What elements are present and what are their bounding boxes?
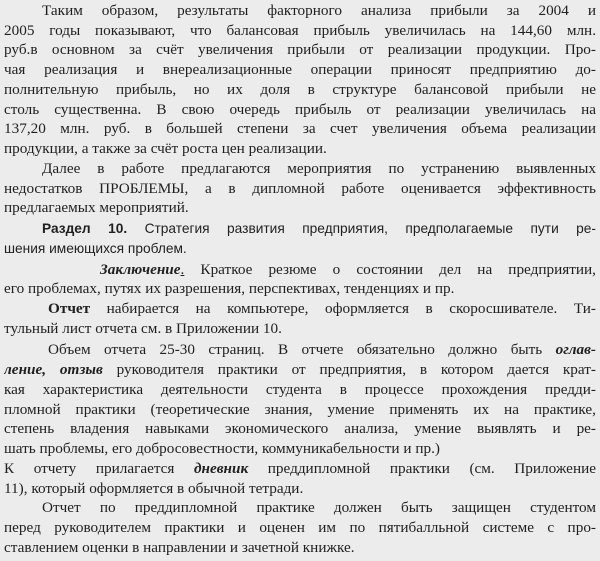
diary-text: преддипломной практики (см. Приложение (267, 459, 596, 477)
conclusion-line (4, 260, 596, 280)
section-10-heading: Раздел 10. (42, 221, 128, 237)
paragraph-2-line: Далее в работе предлагаются мероприятия по устранению выявленных (42, 159, 596, 177)
defense-line: перед руководителем практики и оценен им по пятибалльной системе с про- (4, 519, 596, 537)
report-line: тульный лист отчета см. в Приложении 10. (4, 319, 282, 337)
defense-line: ставлением оценки в направлении и зачетной книжке. (4, 539, 355, 556)
paragraph-1-line: руб.в основном за счёт увеличения прибыли от реализации продукции. Про- (4, 41, 596, 59)
diary-term: дневник (194, 459, 249, 477)
volume-term: ление, отзыв (4, 361, 103, 379)
paragraph-1-line: продукции, а также за счёт роста цен реализации. (4, 140, 327, 158)
volume-text: руководителя практики от предприятия, в котором дается крат- (116, 361, 596, 379)
volume-text: Объем отчета 25-30 страниц. В отчете обязательно должно быть (48, 341, 543, 359)
volume-line: кая характеристика деятельности студента в процессе прохождения предди- (4, 380, 596, 398)
conclusion-text: Краткое резюме о состоянии дел на предприятии, (200, 260, 596, 278)
report-line (4, 299, 596, 319)
paragraph-2-line: недостатков ПРОБЛЕМЫ, а в дипломной работе оценивается эффективность (4, 179, 596, 197)
paragraph-1-line: 137,20 млн. руб. в большей степени за счет увеличения объема реализации (4, 120, 596, 138)
volume-line: шать проблемы, его добросовестности, коммуникабельности и пр.) (4, 440, 440, 458)
volume-line: степень владения навыками экономического анализа, умение выявлять и ре- (4, 420, 596, 438)
section-10-line (4, 219, 596, 239)
volume-line (4, 340, 596, 360)
conclusion-term-punct: . (180, 260, 185, 278)
paragraph-1-line: полнительную прибыль, но их доля в структуре балансовой прибыли не (4, 80, 596, 98)
volume-term: оглав- (555, 341, 596, 359)
conclusion-term: Заключение (100, 260, 181, 278)
volume-line: пломной практики (теоретические знания, умение применять их на практике, (4, 400, 596, 418)
diary-line: 11), который оформляется в обычной тетради. (4, 479, 304, 497)
paragraph-1-line: чая реализация и внереализационные операции приносят предприятию до- (4, 61, 596, 79)
report-term: Отчет (48, 300, 91, 318)
section-10-line: шения имеющихся проблем. (4, 240, 187, 256)
volume-line (4, 360, 596, 380)
defense-line: Отчет по преддипломной практике должен быть защищен студентом (42, 499, 596, 517)
paragraph-2-line: предлагаемых мероприятий. (4, 199, 189, 217)
paragraph-1-line: 2005 годы показывают, что балансовая прибыль увеличилась на 144,60 млн. (4, 21, 596, 39)
report-text: набирается на компьютере, оформляется в скоросшивателе. Ти- (106, 300, 596, 318)
diary-line (4, 459, 596, 479)
paragraph-1-line: Таким образом, результаты факторного анализа прибыли за 2004 и (42, 1, 596, 19)
diary-text: К отчету прилагается (4, 459, 175, 477)
paragraph-1-line: столь существенна. В свою очередь прибыль от реализации увеличилась на (4, 100, 596, 118)
conclusion-line: его проблемах, путях их разрешения, перспективах, тенденциях и пр. (4, 280, 455, 298)
section-10-text: Стратегия развития предприятия, предполагаемые пути ре- (144, 221, 596, 237)
